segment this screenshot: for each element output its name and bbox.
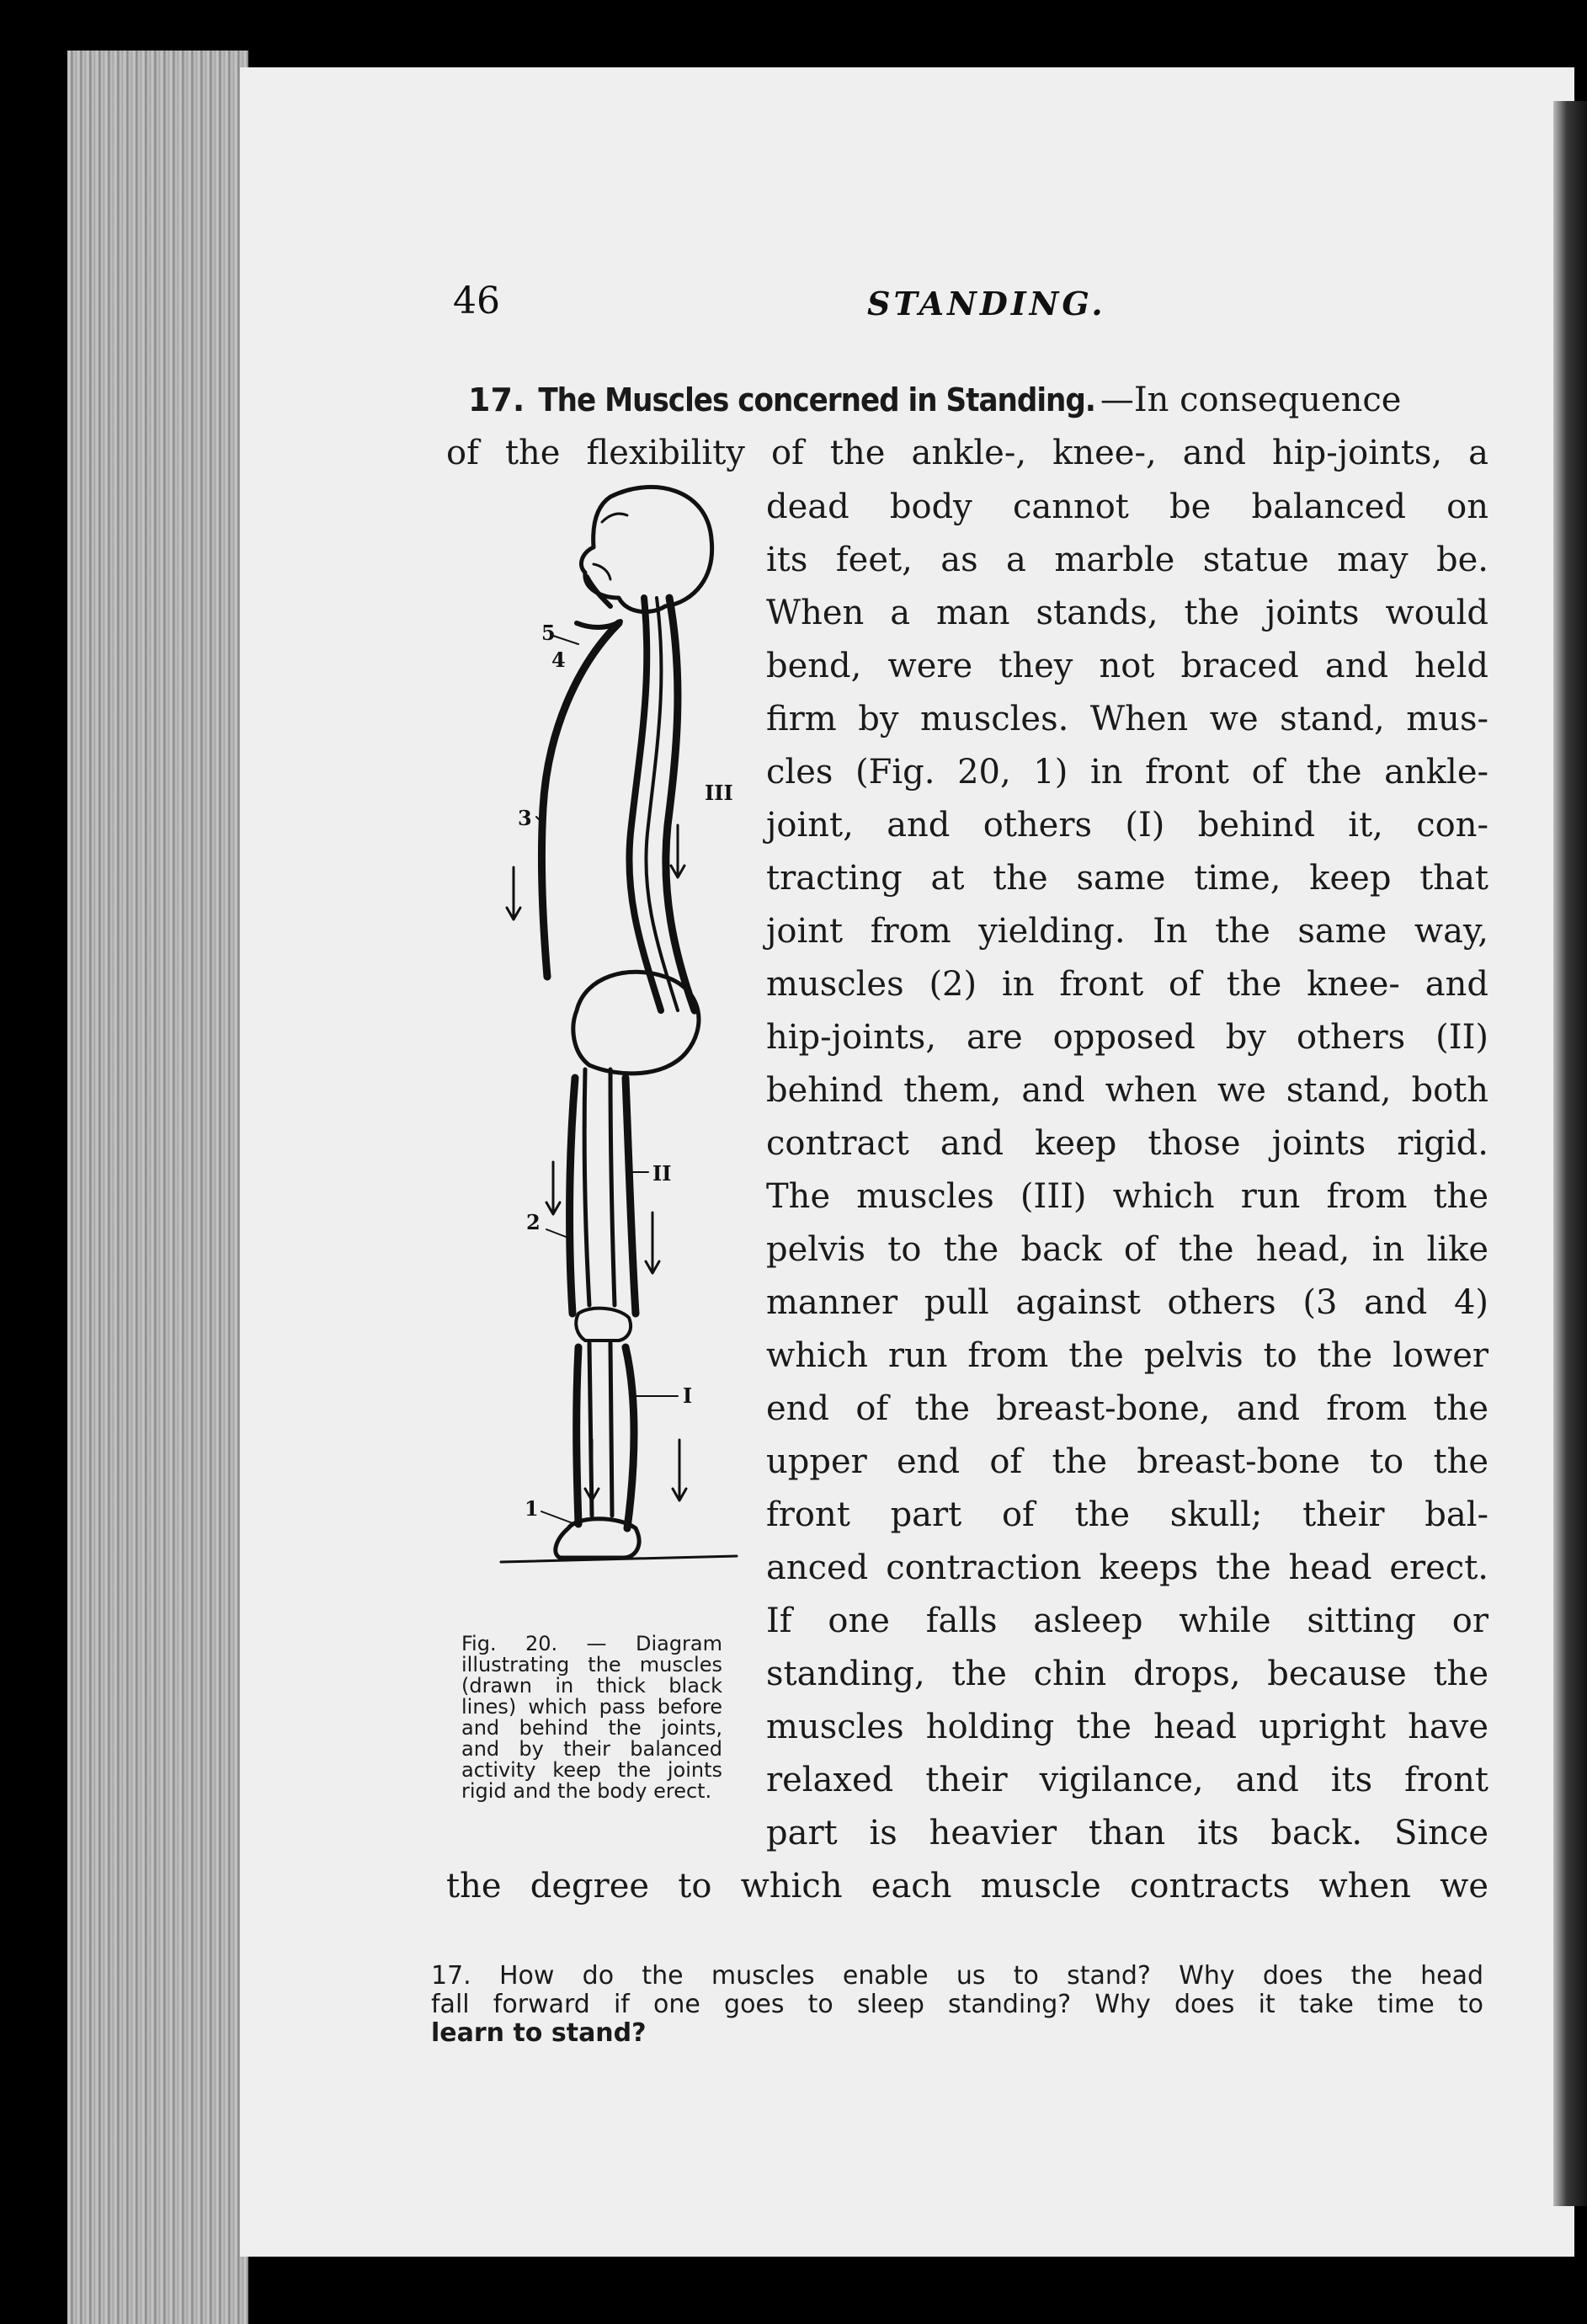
skeleton-muscle-diagram: [484, 472, 762, 1625]
body-line: of the flexibility of the ankle-, knee-, and hip-joints, a: [446, 434, 1488, 472]
body-line: its feet, as a marble statue may be.: [766, 541, 1488, 579]
figure-label: III: [705, 781, 733, 805]
figure-label: 5: [541, 621, 556, 645]
body-line: the degree to which each muscle contracts when we: [446, 1867, 1488, 1906]
page-shadow-edge: [1553, 101, 1587, 2206]
body-line: muscles holding the head upright have: [766, 1708, 1488, 1746]
page-stack-edge: [67, 51, 248, 2324]
body-line: cles (Fig. 20, 1) in front of the ankle-: [766, 753, 1488, 792]
figure-label: 2: [526, 1210, 541, 1234]
question-line: learn to stand?: [431, 2018, 647, 2048]
figure-label: 4: [551, 648, 566, 672]
body-line: tracting at the same time, keep that: [766, 859, 1488, 898]
figure-caption: Fig. 20. — Diagram illustrating the muscles (drawn in thick black lines) which pass before and behind the joints, and by their balanced activity keep the joints rigid and the body erect.: [461, 1632, 722, 1803]
question-line: 17. How do the muscles enable us to stand? Why does the head: [431, 1961, 1483, 1991]
body-line: bend, were they not braced and held: [766, 647, 1488, 685]
body-line: joint, and others (I) behind it, con-: [766, 806, 1488, 845]
body-line: pelvis to the back of the head, in like: [766, 1230, 1488, 1269]
figure-label: 1: [525, 1496, 539, 1521]
body-line: If one falls asleep while sitting or: [766, 1602, 1488, 1640]
body-line: firm by muscles. When we stand, mus-: [766, 700, 1488, 738]
section-heading: The Muscles concerned in Standing.: [538, 381, 1095, 418]
figure-label: 3: [518, 806, 532, 830]
body-line: muscles (2) in front of the knee- and: [766, 965, 1488, 1004]
body-line: part is heavier than its back. Since: [766, 1814, 1488, 1852]
page-number: 46: [453, 280, 500, 322]
body-line: which run from the pelvis to the lower: [766, 1336, 1488, 1375]
body-line: The muscles (III) which run from the: [766, 1177, 1488, 1216]
body-line: standing, the chin drops, because the: [766, 1655, 1488, 1693]
figure-label: II: [652, 1161, 672, 1186]
section-heading-line: [468, 383, 1488, 417]
body-line: joint from yielding. In the same way,: [766, 912, 1488, 951]
body-line: When a man stands, the joints would: [766, 594, 1488, 632]
review-questions: [431, 1962, 1483, 2048]
question-line: fall forward if one goes to sleep standing? Why does it take time to: [431, 1990, 1483, 2019]
body-line: hip-joints, are opposed by others (II): [766, 1018, 1488, 1057]
body-line: relaxed their vigilance, and its front: [766, 1761, 1488, 1799]
running-head: STANDING.: [867, 285, 1106, 322]
body-line: —In consequence: [1100, 381, 1402, 419]
body-line: behind them, and when we stand, both: [766, 1071, 1488, 1110]
body-line: dead body cannot be balanced on: [766, 488, 1488, 526]
figure-label: I: [683, 1383, 693, 1408]
body-line: front part of the skull; their bal-: [766, 1495, 1488, 1534]
body-line: manner pull against others (3 and 4): [766, 1283, 1488, 1322]
section-number: 17.: [468, 381, 525, 418]
body-line: end of the breast-bone, and from the: [766, 1389, 1488, 1428]
body-line: contract and keep those joints rigid.: [766, 1124, 1488, 1163]
body-line: anced contraction keeps the head erect.: [766, 1548, 1488, 1587]
body-line: upper end of the breast-bone to the: [766, 1442, 1488, 1481]
